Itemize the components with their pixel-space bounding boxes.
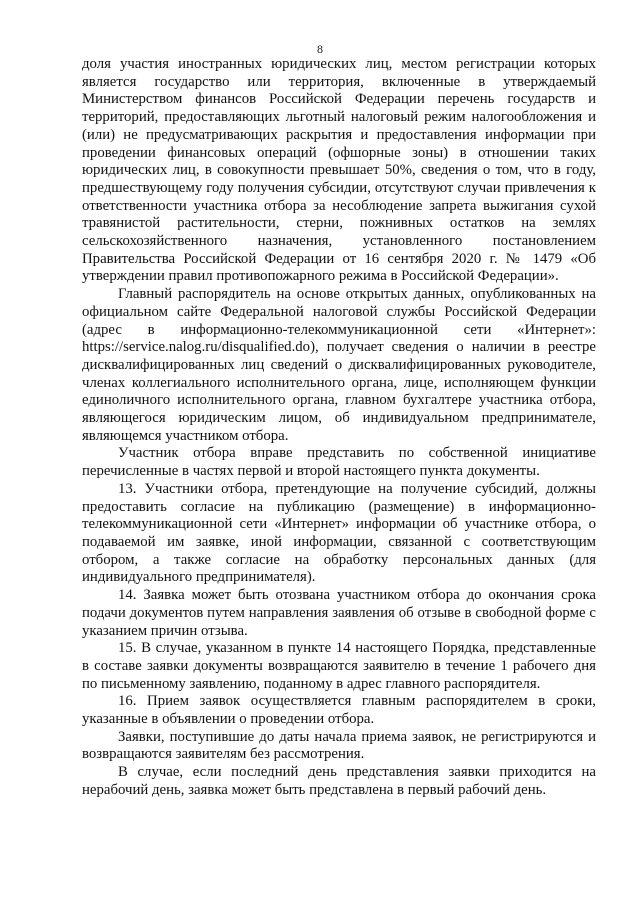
paragraph-non-working-day: В случае, если последний день представления заявки приходится на нерабочий день, заявка может быть представлена в первый рабочий день. bbox=[82, 764, 596, 798]
paragraph-early-applications: Заявки, поступившие до даты начала приема заявок, не регистрируются и возвращаются заявителям без рассмотрения. bbox=[82, 728, 596, 763]
paragraph-clause-15: 15. В случае, указанном в пункте 14 настоящего Порядка, представленные в составе заявки документы возвращаются заявителю в течение 1 рабочего дня по письменному заявлению, поданному в адрес главного распорядителя. bbox=[82, 640, 596, 692]
paragraph-disqualified-registry: Главный распорядитель на основе открытых данных, опубликованных на официальном сайте Федеральной налоговой службы Российской Федерации (адрес в информационно-телекоммуникационной сети «Интернет»: https://service.nalog.ru/disqualified.do), получает сведения о наличии в реестре дисквалифицированных лиц сведений о дисквалифицированных руководителе, членах коллегиального исполнительного органа, лице, исполняющем функции единоличного исполнительного органа, главном бухгалтере участника отбора, являющегося юридическим лицом, об индивидуальном предпринимателе, являющемся участником отбора. bbox=[82, 286, 596, 444]
paragraph-own-initiative: Участник отбора вправе представить по собственной инициативе перечисленные в частях первой и второй настоящего пункта документы. bbox=[82, 445, 596, 480]
document-body bbox=[82, 56, 596, 800]
paragraph-clause-16: 16. Прием заявок осуществляется главным распорядителем в сроки, указанные в объявлении о проведении отбора. bbox=[82, 693, 596, 728]
paragraph-clause-13: 13. Участники отбора, претендующие на получение субсидий, должны предоставить согласие на публикацию (размещение) в информационно-телекоммуникационной сети «Интернет» информации об участнике отбора, о подаваемой им заявке, иной информации, связанной с соответствующим отбором, а также согласие на обработку персональных данных (для индивидуального предпринимателя). bbox=[82, 480, 596, 586]
paragraph-clause-14: 14. Заявка может быть отозвана участником отбора до окончания срока подачи документов путем направления заявления об отзыве в свободной форме с указанием причин отзыва. bbox=[82, 587, 596, 639]
paragraph-continuation: доля участия иностранных юридических лиц, местом регистрации которых является государство или территория, включенные в утверждаемый Министерством финансов Российской Федерации перечень государств и территорий, предоставляющих льготный налоговый режим налогообложения и (или) не предусматривающих раскрытия и предоставления информации при проведении финансовых операций (офшорные зоны) в отношении таких юридических лиц, в совокупности превышает 50%, сведения о том, что в году, предшествующему году получения субсидии, отсутствуют случаи привлечения к ответственности участника отбора за несоблюдение запрета выжигания сухой травянистой растительности, стерни, пожнивных остатков на землях сельскохозяйственного назначения, установленного постановлением Правительства Российской Федерации от 16 сентября 2020 г. № 1479 «Об утверждении правил противопожарного режима в Российской Федерации». bbox=[82, 56, 596, 285]
page-number: 8 bbox=[317, 42, 323, 56]
